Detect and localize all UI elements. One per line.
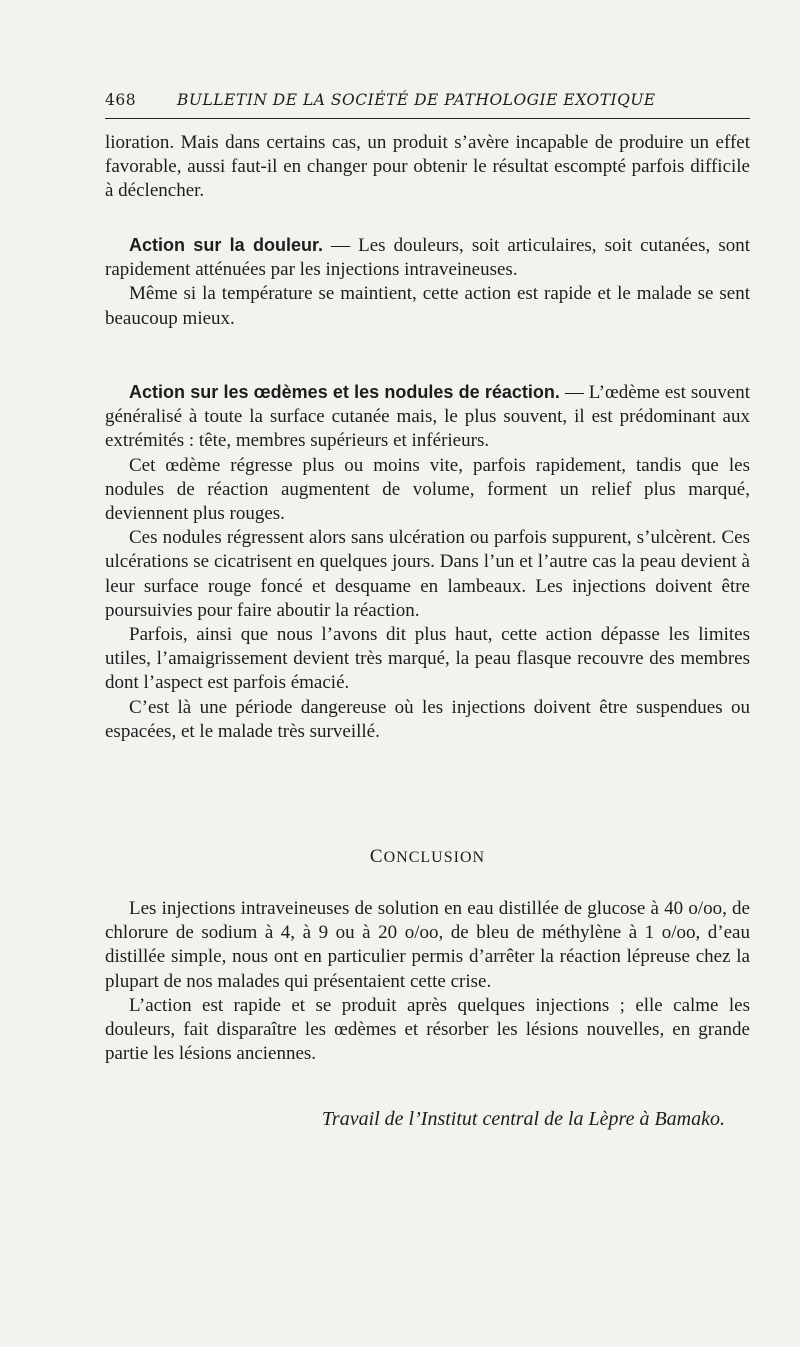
paragraph-1	[105, 131, 750, 204]
paragraph-text: lioration. Mais dans certains cas, un produit s’avère incapable de produire un effet favorable, aussi faut-il en changer pour obtenir le résultat escompté parfois difficile à déclencher.	[105, 132, 750, 202]
journal-title: BULLETIN DE LA SOCIÉTÉ DE PATHOLOGIE EXOTIQUE	[177, 91, 656, 109]
paragraph-oedemes-4: Parfois, ainsi que nous l’avons dit plus haut, cette action dépasse les limites utiles, l’amaigrissement devient très marqué, la peau flasque recouvre des membres dont l’aspect est parfois émacié.	[105, 624, 750, 694]
header-rule	[105, 118, 750, 119]
conclusion-heading	[105, 846, 750, 868]
section-heading-douleur: Action sur la douleur.	[129, 235, 323, 255]
paragraph-oedemes-3: Ces nodules régressent alors sans ulcération ou parfois suppurent, s’ulcèrent. Ces ulcérations se cicatrisent en quelques jours. Dans l’un et l’autre cas la peau devient à leur surface rouge foncé et desquame en lambeaux. Les injections doivent être poursuivies pour faire aboutir la réaction.	[105, 527, 750, 621]
section-oedemes	[105, 380, 750, 744]
section-conclusion	[105, 897, 750, 1066]
section-heading-oedemes: Action sur les œdèmes et les nodules de réaction.	[129, 382, 560, 402]
paragraph-oedemes	[105, 380, 750, 454]
paragraph-text: — L’œdème est souvent généralisé à toute la surface cutanée mais, le plus souvent, il est prédominant aux extrémités : tête, membres supérieurs et inférieurs.	[105, 382, 750, 452]
paragraph-douleur	[105, 233, 750, 282]
heading-rest: ONCLUSION	[383, 849, 486, 866]
paragraph-douleur-2: Même si la température se maintient, cette action est rapide et le malade se sent beaucoup mieux.	[105, 283, 750, 329]
paragraph-oedemes-2: Cet œdème régresse plus ou moins vite, parfois rapidement, tandis que les nodules de réaction augmentent de volume, forment un relief plus marqué, deviennent plus rouges.	[105, 454, 750, 525]
paragraph-text: — Les douleurs, soit articulaires, soit cutanées, sont rapidement atténuées par les injections intraveineuses.	[105, 235, 751, 281]
signature: Travail de l’Institut central de la Lèpre à Bamako.	[321, 1108, 725, 1130]
paragraph-oedemes-5: C’est là une période dangereuse où les injections doivent être suspendues ou espacées, et le malade très surveillé.	[105, 696, 750, 742]
section-douleur	[105, 233, 750, 331]
page-number: 468	[105, 91, 137, 109]
paragraph-conclusion-1: Les injections intraveineuses de solution en eau distillée de glucose à 40 o/oo, de chlorure de sodium à 4, à 9 ou à 20 o/oo, de bleu de méthylène à 1 o/oo, d’eau distillée simple, nous ont en particulier permis d’arrêter la réaction lépreuse chez la plupart de nos malades qui présentaient cette crise.	[105, 898, 750, 992]
paragraph-conclusion-2: L’action est rapide et se produit après quelques injections ; elle calme les douleurs, fait disparaître les œdèmes et résorber les lésions nouvelles, en grande partie les lésions anciennes.	[105, 994, 750, 1065]
heading-initial: C	[369, 846, 384, 867]
